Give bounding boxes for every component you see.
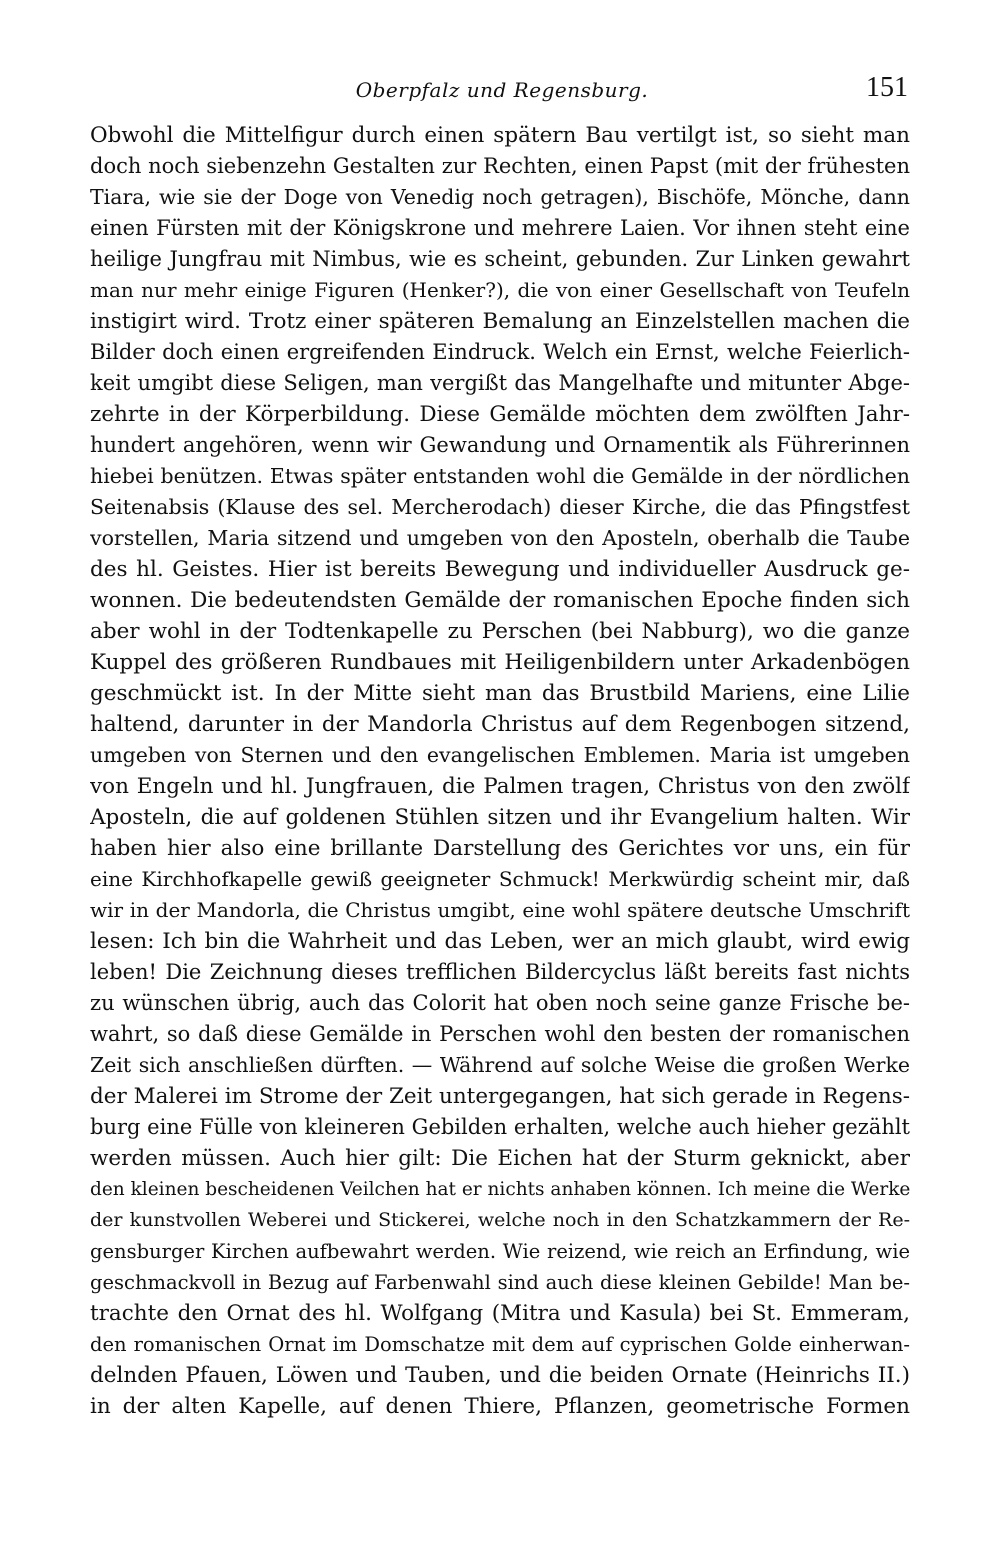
text-line: von Engeln und hl. Jungfrauen, die Palmen tragen, Christus von den zwölf [90,774,910,799]
page-number: 151 [866,72,908,103]
text-line: wonnen. Die bedeutendsten Gemälde der romanischen Epoche finden sich [90,588,910,613]
text-line: geschmückt ist. In der Mitte sieht man das Brustbild Mariens, eine Lilie [90,681,910,706]
running-title: Oberpfalz und Regensburg. [355,78,649,102]
text-line: Zeit sich anschließen dürften. — Während auf solche Weise die großen Werke [90,1053,910,1077]
text-line: hundert angehören, wenn wir Gewandung und Ornamentik als Führerinnen [90,433,910,457]
text-line: haben hier also eine brillante Darstellung des Gerichtes vor uns, ein für [90,836,910,861]
text-line: doch noch siebenzehn Gestalten zur Rechten, einen Papst (mit der frühesten [90,154,910,178]
text-line: Bilder doch einen ergreifenden Eindruck. Welch ein Ernst, welche Feierlich- [90,340,910,364]
text-line: der kunstvollen Weberei und Stickerei, welche noch in den Schatzkammern der Re- [90,1209,910,1231]
text-line: haltend, darunter in der Mandorla Christus auf dem Regenbogen sitzend, [90,712,910,737]
text-line: Tiara, wie sie der Doge von Venedig noch getragen), Bischöfe, Mönche, dann [90,185,910,209]
text-line: umgeben von Sternen und den evangelischen Emblemen. Maria ist umgeben [90,743,910,767]
text-line: geschmackvoll in Bezug auf Farbenwahl sind auch diese kleinen Gebilde! Man be- [90,1271,910,1294]
text-line: gensburger Kirchen aufbewahrt werden. Wie reizend, wie reich an Erfindung, wie [90,1240,910,1263]
text-line: aber wohl in der Todtenkapelle zu Perschen (bei Nabburg), wo die ganze [90,619,910,644]
text-line: trachte den Ornat des hl. Wolfgang (Mitra und Kasula) bei St. Emmeram, [90,1301,910,1326]
text-line: Kuppel des größeren Rundbaues mit Heiligenbildern unter Arkadenbögen [90,650,910,675]
running-head [96,70,908,110]
text-line: delnden Pfauen, Löwen und Tauben, und die beiden Ornate (Heinrichs II.) [90,1363,910,1388]
text-line: zehrte in der Körperbildung. Diese Gemälde möchten dem zwölften Jahr- [90,402,910,427]
text-line: den romanischen Ornat im Domschatze mit dem auf cyprischen Golde einherwan- [90,1333,910,1356]
text-line: heilige Jungfrau mit Nimbus, wie es scheint, gebunden. Zur Linken gewahrt [90,247,910,271]
body-text [90,120,910,1422]
text-line: vorstellen, Maria sitzend und umgeben von den Aposteln, oberhalb die Taube [90,526,910,550]
text-line: wahrt, so daß diese Gemälde in Perschen wohl den besten der romanischen [90,1022,910,1046]
text-line: werden müssen. Auch hier gilt: Die Eichen hat der Sturm geknickt, aber [90,1146,910,1171]
text-line: wir in der Mandorla, die Christus umgibt, eine wohl spätere deutsche Umschrift [90,898,910,922]
text-line: hiebei benützen. Etwas später entstanden wohl die Gemälde in der nördlichen [90,464,910,488]
text-line: Obwohl die Mittelfigur durch einen spätern Bau vertilgt ist, so sieht man [90,123,910,148]
text-line: der Malerei im Strome der Zeit untergegangen, hat sich gerade in Regens- [90,1084,910,1109]
text-line: man nur mehr einige Figuren (Henker?), die von einer Gesellschaft von Teufeln [90,278,910,302]
text-line: keit umgibt diese Seligen, man vergißt das Mangelhafte und mitunter Abge- [90,371,910,395]
text-line: zu wünschen übrig, auch das Colorit hat oben noch seine ganze Frische be- [90,991,910,1015]
text-line: lesen: Ich bin die Wahrheit und das Leben, wer an mich glaubt, wird ewig [90,929,910,954]
text-line: den kleinen bescheidenen Veilchen hat er nichts anhaben können. Ich meine die Werke [90,1179,910,1200]
text-line: einen Fürsten mit der Königskrone und mehrere Laien. Vor ihnen steht eine [90,216,910,240]
text-line: instigirt wird. Trotz einer späteren Bemalung an Einzelstellen machen die [90,309,910,334]
text-line: leben! Die Zeichnung dieses trefflichen Bildercyclus läßt bereits fast nichts [90,960,910,984]
text-line: des hl. Geistes. Hier ist bereits Bewegung und individueller Ausdruck ge- [90,557,910,582]
text-line: in der alten Kapelle, auf denen Thiere, Pflanzen, geometrische Formen [90,1394,910,1419]
text-line: Aposteln, die auf goldenen Stühlen sitzen und ihr Evangelium halten. Wir [90,805,910,830]
text-line: burg eine Fülle von kleineren Gebilden erhalten, welche auch hieher gezählt [90,1115,910,1139]
text-line: Seitenabsis (Klause des sel. Mercherodach) dieser Kirche, die das Pfingstfest [90,495,910,519]
text-line: eine Kirchhofkapelle gewiß geeigneter Schmuck! Merkwürdig scheint mir, daß [90,867,910,891]
